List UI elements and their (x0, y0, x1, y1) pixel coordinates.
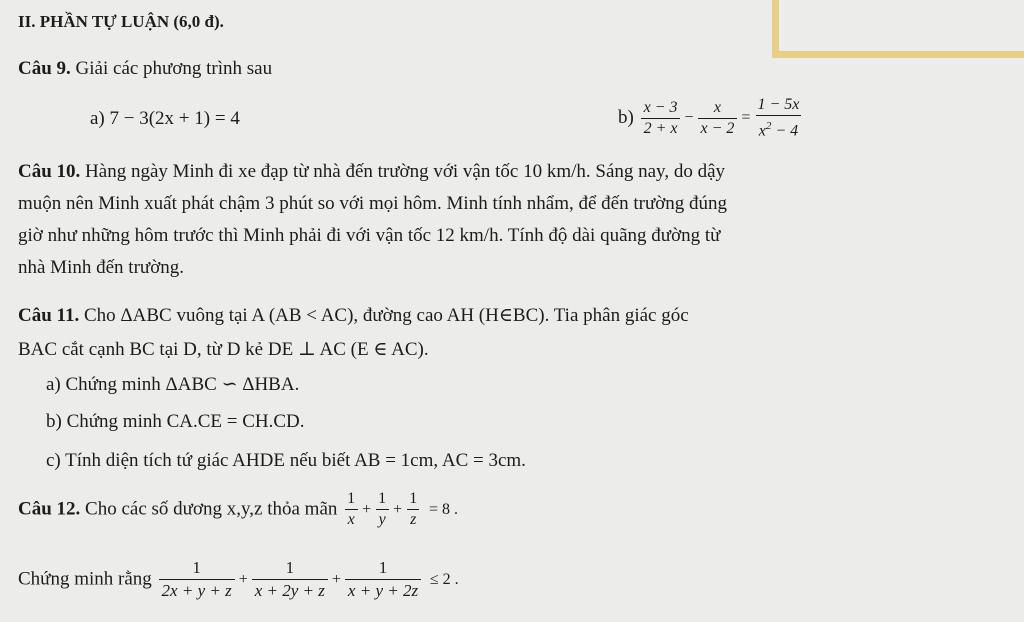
q11-part-b: b) Chứng minh CA.CE = CH.CD. (46, 411, 305, 432)
numerator: x − 3 (643, 98, 678, 116)
base: x (758, 122, 766, 140)
denominator (756, 115, 801, 140)
numerator: 1 − 5x (757, 96, 800, 113)
q10-line-1 (18, 161, 725, 183)
q12-cond-fraction-z (406, 490, 420, 529)
q11-text-1: Cho ΔABC vuông tại A (AB < AC), đường cao AH (H∈BC). Tia phân giác góc (84, 305, 689, 326)
denominator: 2 + x (641, 118, 681, 138)
numerator: 1 (347, 490, 356, 507)
exponent: 2 (765, 120, 772, 132)
q10-line-4: nhà Minh đến trường. (18, 257, 184, 278)
decorative-frame (772, 0, 1024, 58)
q11-part-a: a) Chứng minh ΔABC ∽ ΔHBA. (46, 374, 300, 395)
denominator: 2x + y + z (159, 579, 235, 601)
q12-ineq-fraction-2 (252, 558, 328, 601)
numerator: x (713, 98, 722, 116)
plus-sign: + (393, 500, 403, 518)
q12-cond-fraction-x (344, 490, 358, 529)
denominator: x + 2y + z (252, 579, 328, 601)
q9-title: Câu 9. (18, 58, 71, 79)
q12-title: Câu 12. (18, 498, 81, 520)
numerator: 1 (192, 558, 201, 577)
denominator: x − 2 (698, 118, 738, 138)
part-heading: II. PHẦN TỰ LUẬN (6,0 đ). (18, 12, 224, 31)
q9-b (618, 96, 804, 140)
rest: − 4 (771, 122, 799, 140)
q12-text: Cho các số dương x,y,z thỏa mãn (85, 498, 338, 520)
q9-text: Giải các phương trình sau (75, 58, 273, 79)
q9-b-label: b) (618, 107, 634, 129)
q12-line-2 (18, 558, 461, 601)
q9-line (18, 58, 272, 80)
q9-b-fraction-3 (754, 96, 802, 140)
plus-sign: + (331, 570, 341, 588)
q9-b-fraction-1 (641, 99, 681, 138)
q10-line-3: giờ như những hôm trước thì Minh phải đi với vận tốc 12 km/h. Tính độ dài quãng đường từ (18, 225, 721, 246)
q12-ineq-fraction-3 (345, 558, 421, 601)
denominator: x (345, 509, 358, 529)
q10-text-1: Hàng ngày Minh đi xe đạp từ nhà đến trường với vận tốc 10 km/h. Sáng nay, do dậy (85, 161, 726, 182)
q11-part-c: c) Tính diện tích tứ giác AHDE nếu biết AB = 1cm, AC = 3cm. (46, 450, 526, 471)
numerator: 1 (378, 490, 387, 507)
denominator: y (376, 509, 389, 529)
q12-line-1 (18, 490, 460, 529)
q9-a (90, 108, 240, 130)
numerator: 1 (285, 558, 295, 577)
plus-sign: + (238, 570, 248, 588)
q9-a-label: a) (90, 108, 105, 129)
numerator: 1 (378, 558, 388, 577)
q9-a-equation: 7 − 3(2x + 1) = 4 (109, 108, 240, 129)
denominator: z (407, 509, 419, 529)
inequality-rhs: ≤ 2 . (429, 570, 459, 588)
q12-cond-fraction-y (375, 490, 389, 529)
equals-sign: = (741, 109, 751, 127)
condition-rhs: = 8 . (428, 500, 458, 518)
q11-title: Câu 11. (18, 305, 80, 326)
q10-title: Câu 10. (18, 161, 81, 182)
q9-b-fraction-2 (698, 99, 738, 138)
q12-ineq-fraction-1 (159, 558, 235, 601)
q11-line-1 (18, 305, 689, 327)
q12-prove-text: Chứng minh rằng (18, 568, 152, 590)
denominator: x + y + 2z (345, 579, 421, 601)
q11-line-2: BAC cắt cạnh BC tại D, từ D kẻ DE ⊥ AC (E ∈ AC). (18, 339, 429, 360)
q10-line-2: muộn nên Minh xuất phát chậm 3 phút so với mọi hôm. Minh tính nhẩm, để đến trường đúng (18, 193, 728, 214)
numerator: 1 (409, 490, 418, 507)
plus-sign: + (362, 500, 372, 518)
minus-sign: − (684, 109, 694, 127)
